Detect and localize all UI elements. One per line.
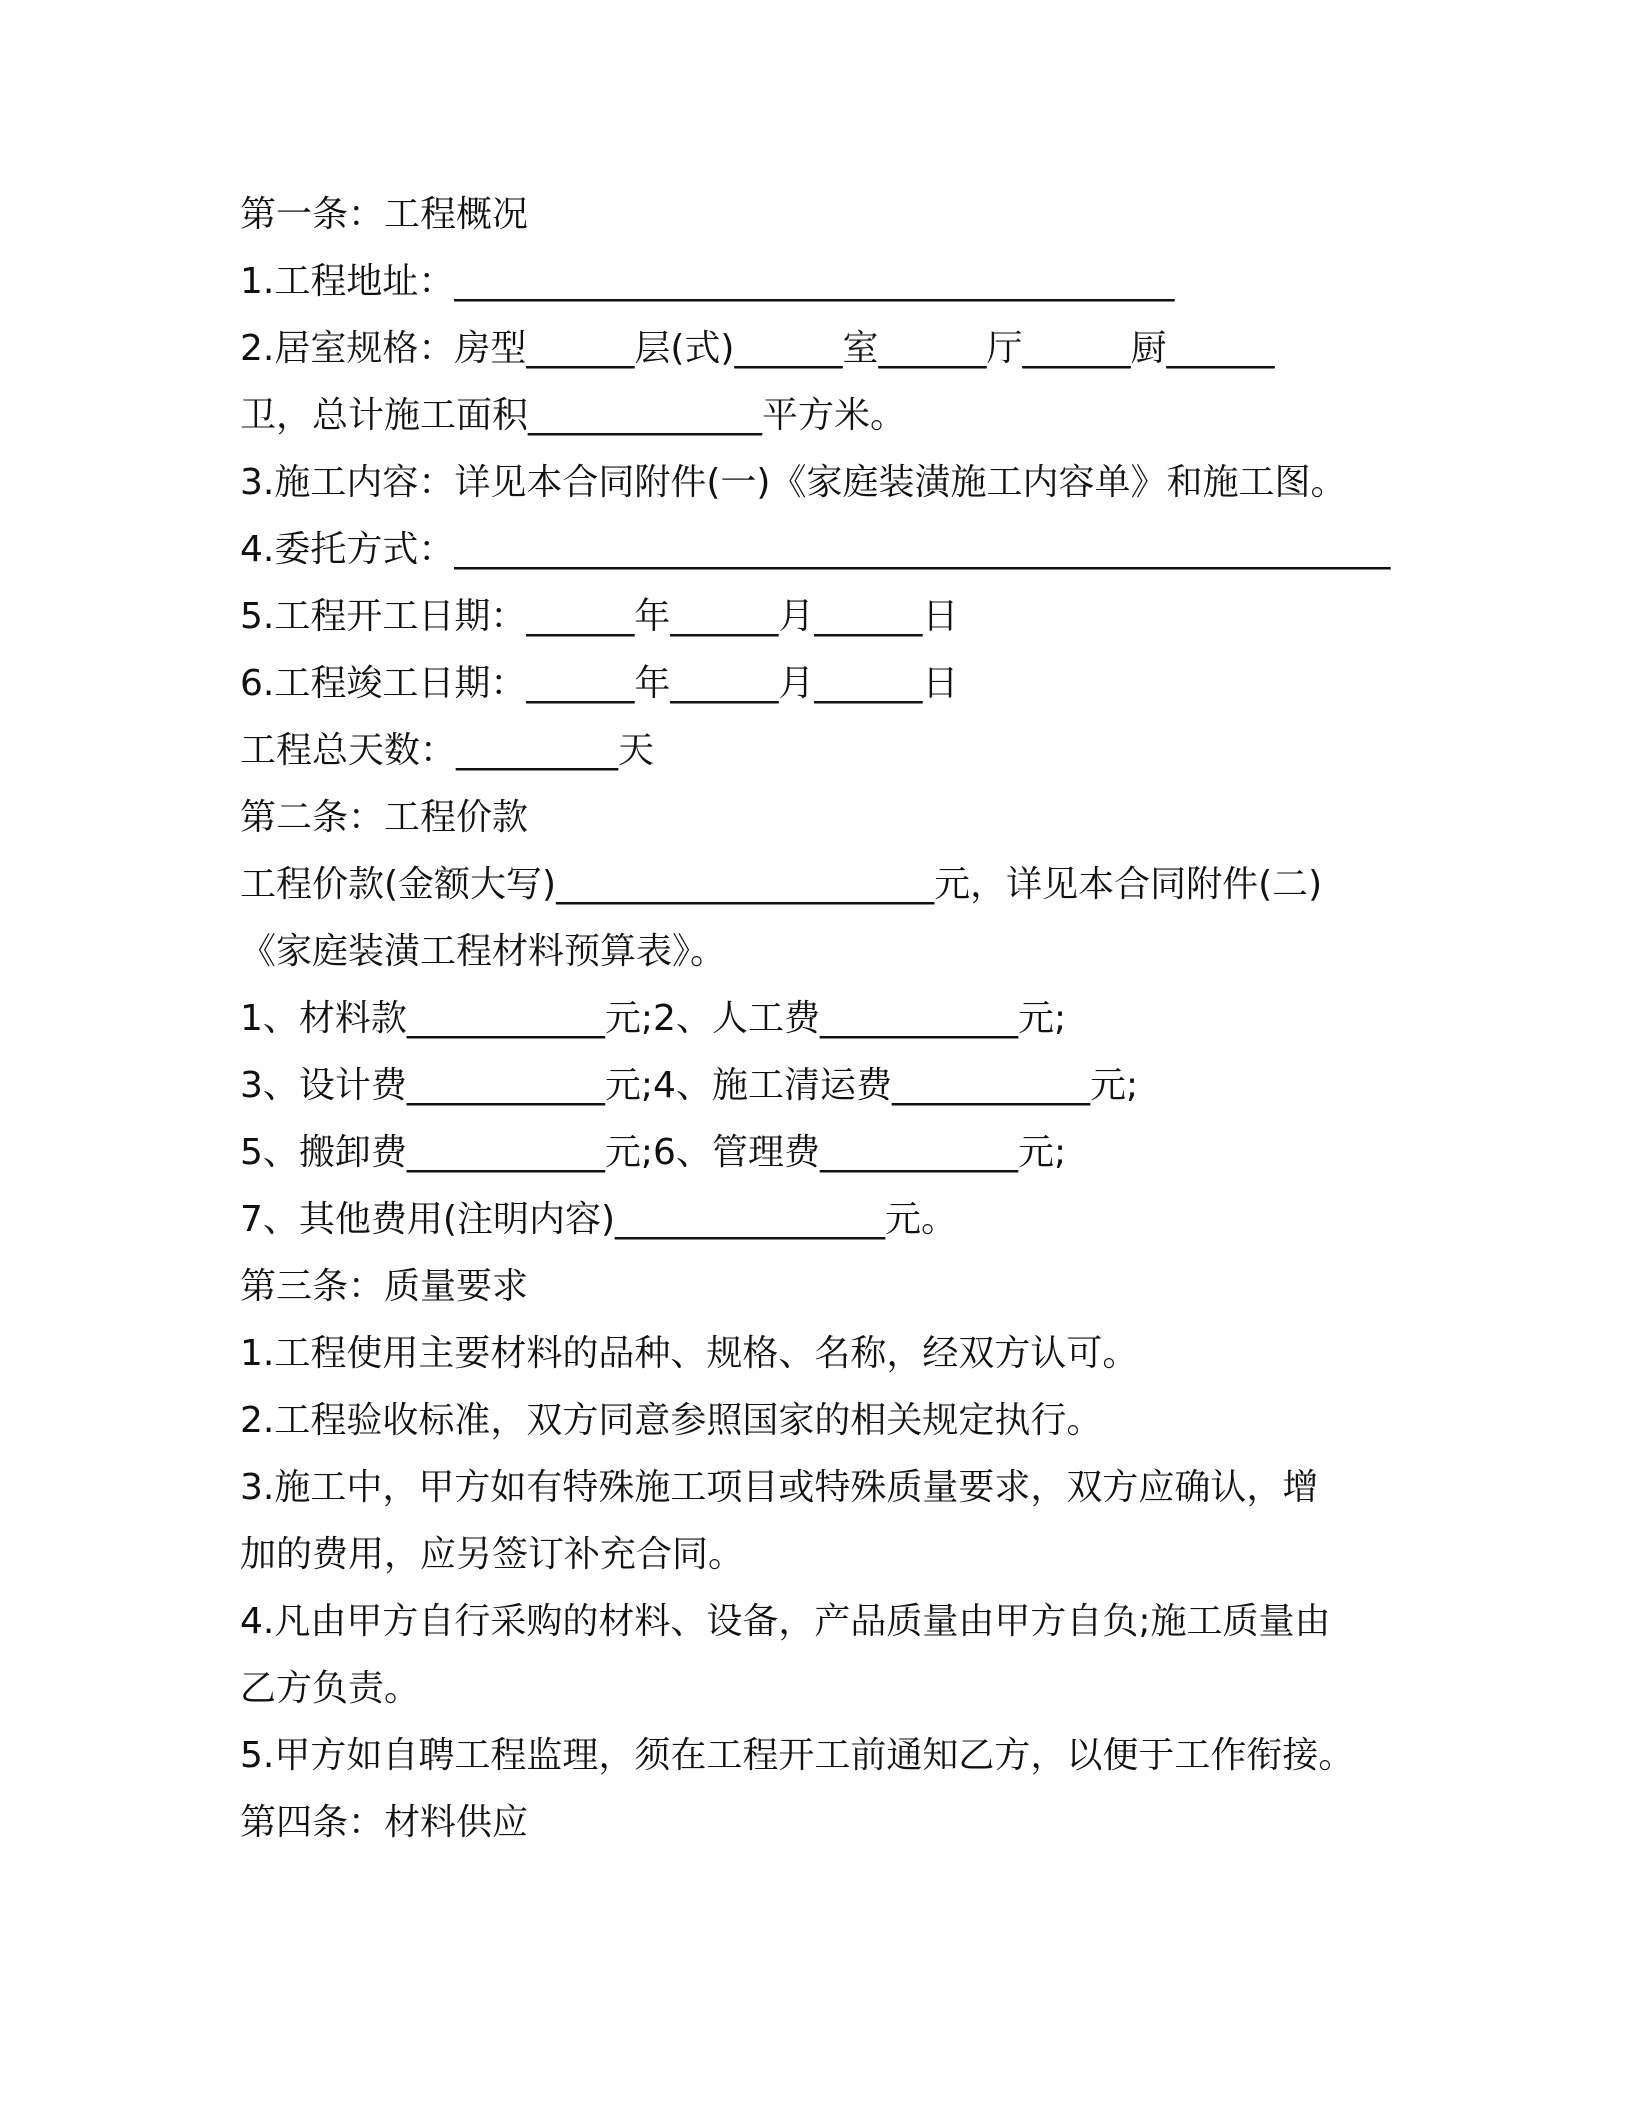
- text-line: 6.工程竣工日期：______年______月______日: [240, 663, 959, 704]
- section-heading-4: 第四条：材料供应: [240, 1802, 529, 1843]
- text-line: 5.甲方如自聘工程监理，须在工程开工前通知乙方，以便于工作衔接。: [240, 1735, 1355, 1776]
- section-heading-3: 第三条：质量要求: [240, 1266, 529, 1307]
- text-line: 7、其他费用(注明内容)_______________元。: [240, 1199, 957, 1240]
- text-line: 2.工程验收标准，双方同意参照国家的相关规定执行。: [240, 1400, 1103, 1441]
- text-line: 2.居室规格：房型______层(式)______室______厅______厨______: [240, 328, 1275, 369]
- text-line: 1、材料款___________元;2、人工费___________元;: [240, 998, 1067, 1039]
- text-line: 1.工程地址：________________________________________: [240, 261, 1175, 302]
- text-line: 4.委托方式：____________________________________________________: [240, 529, 1391, 570]
- text-line: 工程总天数：_________天: [240, 730, 655, 771]
- text-line: 3.施工内容：详见本合同附件(一)《家庭装潢施工内容单》和施工图。: [240, 462, 1347, 503]
- text-line: 加的费用，应另签订补充合同。: [240, 1534, 745, 1575]
- text-line: 5、搬卸费___________元;6、管理费___________元;: [240, 1132, 1067, 1173]
- text-line: 1.工程使用主要材料的品种、规格、名称，经双方认可。: [240, 1333, 1139, 1374]
- text-line: 工程价款(金额大写)_____________________元，详见本合同附件(二): [240, 864, 1323, 905]
- section-heading-2: 第二条：工程价款: [240, 797, 529, 838]
- text-line: 4.凡由甲方自行采购的材料、设备，产品质量由甲方自负;施工质量由: [240, 1601, 1331, 1642]
- contract-text: [240, 190, 1400, 1865]
- text-line: 乙方负责。: [240, 1668, 421, 1709]
- text-line: 《家庭装潢工程材料预算表》。: [240, 931, 727, 972]
- text-line: 5.工程开工日期：______年______月______日: [240, 596, 959, 637]
- text-line: 3.施工中，甲方如有特殊施工项目或特殊质量要求，双方应确认，增: [240, 1467, 1319, 1508]
- text-line: 3、设计费___________元;4、施工清运费___________元;: [240, 1065, 1139, 1106]
- section-heading-1: 第一条：工程概况: [240, 194, 529, 235]
- text-line: 卫，总计施工面积_____________平方米。: [240, 395, 907, 436]
